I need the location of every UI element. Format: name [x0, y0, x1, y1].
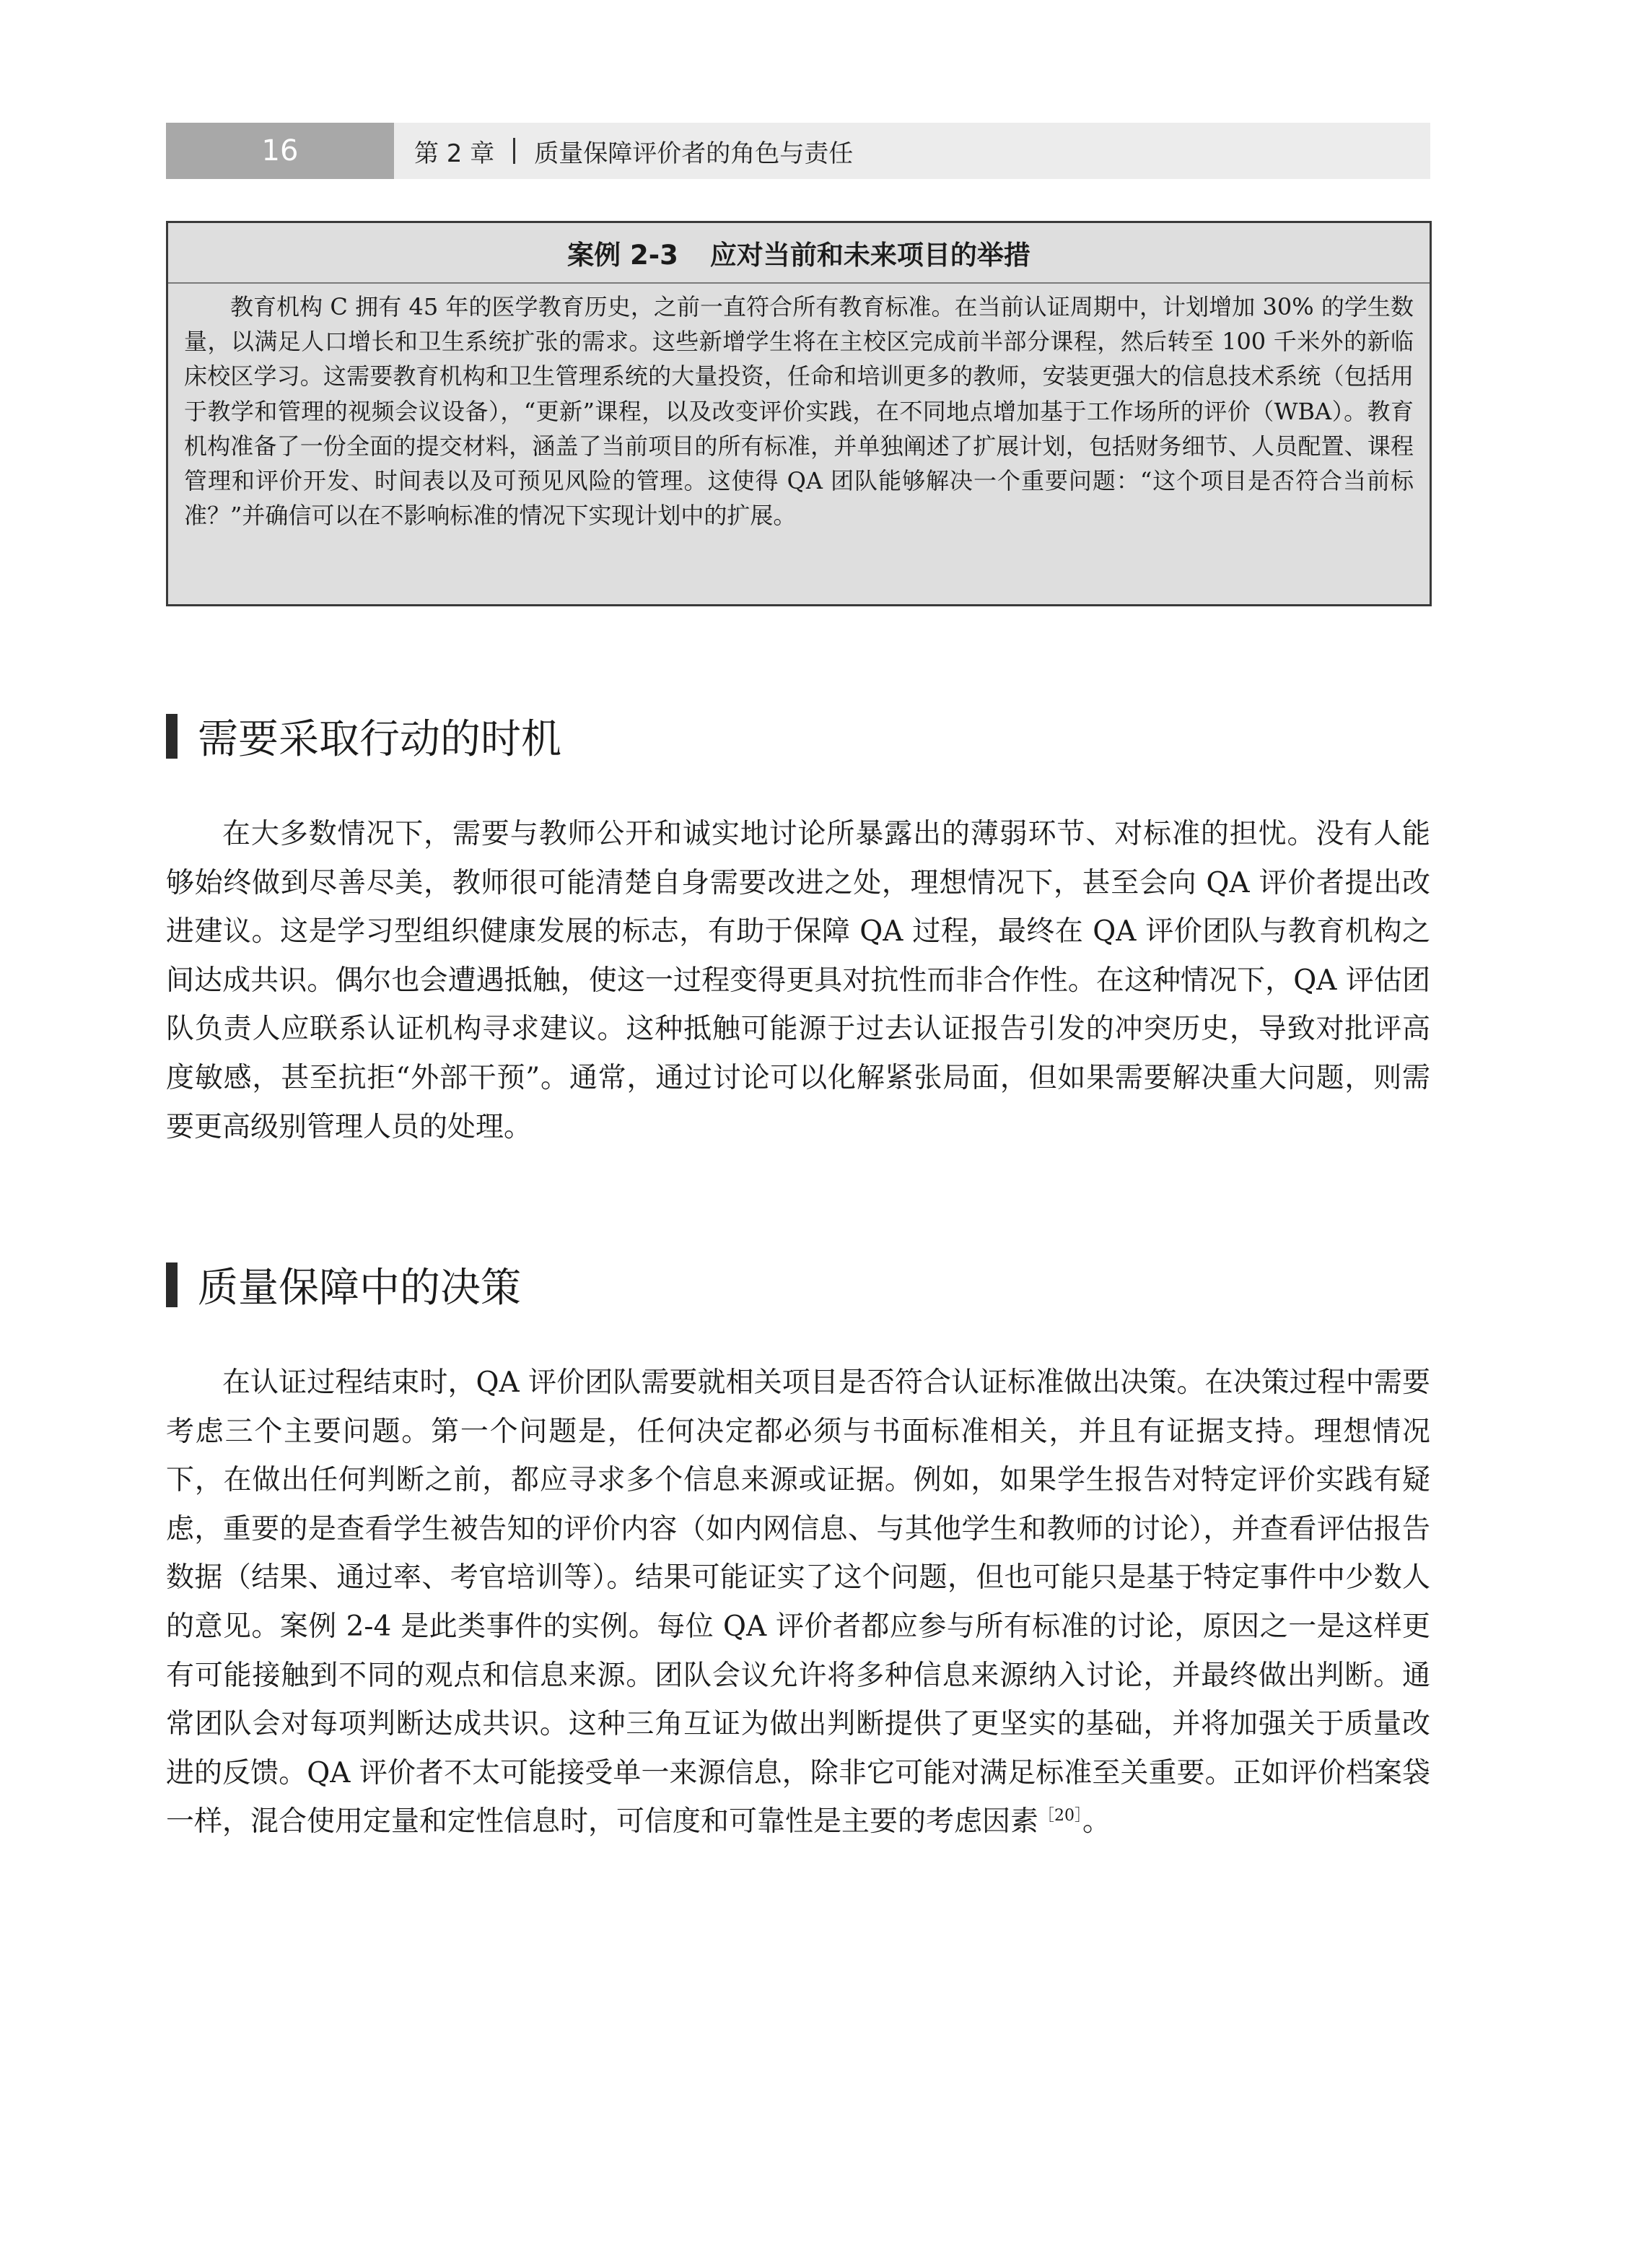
page-number: 16 — [166, 123, 394, 179]
section-heading-text: 需要采取行动的时机 — [198, 716, 561, 763]
case-title-text: 应对当前和未来项目的举措 — [709, 240, 1030, 271]
case-body: 教育机构 C 拥有 45 年的医学教育历史，之前一直符合所有教育标准。在当前认证周期中，计划增加 30% 的学生数量，以满足人口增长和卫生系统扩张的需求。这些新增学生将在主校区完成前半部分课程，然后转至 100 千米外的新临床校区学习。这需要教育机构和卫生管理系统的大量投资，任命和培训更多的教师，安装更强大的信息技术系统（包括用于教学和管理的视频会议设备），“更新”课程，以及改变评价实践，在不同地点增加基于工作场所的评价（WBA）。教育机构准备了一份全面的提交材料，涵盖了当前项目的所有标准，并单独阐述了扩展计划，包括财务细节、人员配置、课程管理和评价开发、时间表以及可预见风险的管理。这使得 QA 团队能够解决一个重要问题：“这个项目是否符合当前标准？”并确信可以在不影响标准的情况下实现计划中的扩展。 — [184, 293, 1414, 530]
heading-bar — [166, 714, 178, 759]
chapter-label: 第 2 章 — [414, 139, 495, 168]
citation-reference: ［20］ — [1038, 1807, 1083, 1826]
paragraph-end: 。 — [1082, 1805, 1111, 1839]
chapter-title: 质量保障评价者的角色与责任 — [534, 139, 854, 168]
header-divider — [513, 138, 515, 164]
section-paragraph-decisions — [166, 1358, 1430, 1846]
section-heading-decisions — [166, 1256, 521, 1314]
case-number: 案例 2-3 — [567, 240, 678, 271]
paragraph-text: 在认证过程结束时，QA 评价团队需要就相关项目是否符合认证标准做出决策。在决策过程中需要考虑三个主要问题。第一个问题是，任何决定都必须与书面标准相关，并且有证据支持。理想情况下，在做出任何判断之前，都应寻求多个信息来源或证据。例如，如果学生报告对特定评价实践有疑虑，重要的是查看学生被告知的评价内容（如内网信息、与其他学生和教师的讨论），并查看评估报告数据（结果、通过率、考官培训等）。结果可能证实了这个问题，但也可能只是基于特定事件中少数人的意见。案例 2-4 是此类事件的实例。每位 QA 评价者都应参与所有标准的讨论，原因之一是这样更有可能接触到不同的观点和信息来源。团队会议允许将多种信息来源纳入讨论，并最终做出判断。通常团队会对每项判断达成共识。这种三角互证为做出判断提供了更坚实的基础，并将加强关于质量改进的反馈。QA 评价者不太可能接受单一来源信息，除非它可能对满足标准至关重要。正如评价档案袋一样，混合使用定量和定性信息时，可信度和可靠性是主要的考虑因素 — [166, 1366, 1430, 1839]
section-heading-timing — [166, 707, 561, 765]
section-paragraph-timing: 在大多数情况下，需要与教师公开和诚实地讨论所暴露出的薄弱环节、对标准的担忧。没有人能够始终做到尽善尽美，教师很可能清楚自身需要改进之处，理想情况下，甚至会向 QA 评价者提出改进建议。这是学习型组织健康发展的标志，有助于保障 QA 过程，最终在 QA 评价团队与教育机构之间达成共识。偶尔也会遭遇抵触，使这一过程变得更具对抗性而非合作性。在这种情况下，QA 评估团队负责人应联系认证机构寻求建议。这种抵触可能源于过去认证报告引发的冲突历史，导致对批评高度敏感，甚至抗拒“外部干预”。通常，通过讨论可以化解紧张局面，但如果需要解决重大问题，则需要更高级别管理人员的处理。 — [166, 818, 1430, 1143]
case-title — [168, 223, 1430, 284]
heading-bar — [166, 1262, 178, 1307]
case-box — [166, 221, 1432, 606]
running-header — [166, 123, 1430, 179]
section-heading-text: 质量保障中的决策 — [198, 1265, 521, 1312]
